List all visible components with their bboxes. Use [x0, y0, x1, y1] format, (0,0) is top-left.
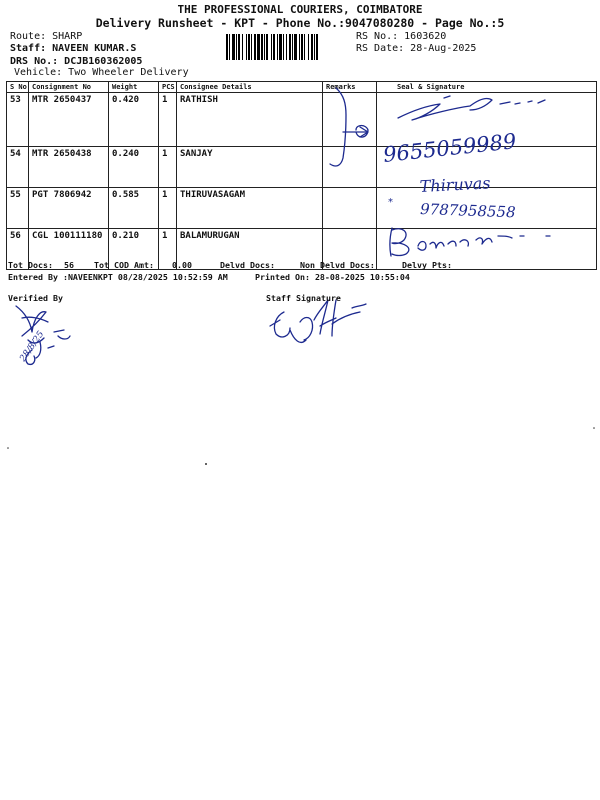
row-sno: 55 — [7, 188, 29, 229]
verified-by-label: Verified By — [8, 293, 63, 303]
row-weight: 0.585 — [109, 188, 159, 229]
handwritten-signature-53 — [398, 96, 545, 120]
handwritten-name-55: Thiruvas — [419, 173, 491, 196]
row-weight: 0.420 — [109, 93, 159, 147]
delvd-docs-label: Delvd Docs: — [220, 260, 275, 270]
row-consignee: RATHISH — [177, 93, 323, 147]
staff-signature-scribble — [270, 300, 366, 342]
row-sno: 53 — [7, 93, 29, 147]
row-pcs: 1 — [159, 229, 177, 270]
asterisk-mark: * — [388, 197, 393, 208]
non-delvd-docs-label: Non Delvd Docs: — [300, 260, 375, 270]
col-header-consignee: Consignee Details — [177, 82, 323, 93]
stray-dot — [593, 427, 595, 429]
staff-signature-label: Staff Signature — [266, 293, 341, 303]
stray-dot — [205, 463, 207, 465]
handwritten-date-note: 28/8/25 — [18, 329, 47, 364]
remarks-bracket-mark — [330, 88, 368, 166]
drs-number: DRS No.: DCJB160362005 — [10, 56, 143, 67]
stray-dot — [7, 447, 9, 449]
col-header-pcs: PCS — [159, 82, 177, 93]
runsheet-title: Delivery Runsheet - KPT - Phone No.:9047080280 - Page No.:5 — [95, 16, 505, 30]
col-header-remarks: Remarks — [323, 82, 377, 93]
row-consignee: THIRUVASAGAM — [177, 188, 323, 229]
row-consignment: MTR 2650438 — [29, 147, 109, 188]
handwritten-signature-56 — [390, 228, 550, 256]
row-consignment: CGL 100111180 — [29, 229, 109, 270]
vehicle-label: Vehicle: Two Wheeler Delivery — [14, 67, 189, 78]
row-pcs: 1 — [159, 188, 177, 229]
row-weight: 0.210 — [109, 229, 159, 270]
col-header-weight: Weight — [109, 82, 159, 93]
entered-by: Entered By :NAVEENKPT 08/28/2025 10:52:59 AM — [8, 272, 228, 282]
cod-label: Tot COD Amt: — [94, 260, 154, 270]
col-header-sno: S No — [7, 82, 29, 93]
company-title: THE PROFESSIONAL COURIERS, COIMBATORE — [177, 3, 423, 16]
staff-label: Staff: NAVEEN KUMAR.S — [10, 43, 137, 54]
tot-docs-label: Tot Docs: — [8, 260, 53, 270]
cod-value: 0.00 — [172, 260, 192, 270]
printed-on: Printed On: 28-08-2025 10:55:04 — [255, 272, 410, 282]
row-pcs: 1 — [159, 147, 177, 188]
rs-number: RS No.: 1603620 — [356, 31, 447, 42]
col-header-signature: Seal & Signature — [377, 82, 597, 93]
row-consignment: MTR 2650437 — [29, 93, 109, 147]
delvy-pts-label: Delvy Pts: — [402, 260, 452, 270]
tot-docs-value: 56 — [64, 260, 74, 270]
col-header-consignment: Consignment No — [29, 82, 109, 93]
rs-date: RS Date: 28-Aug-2025 — [356, 43, 477, 54]
row-pcs: 1 — [159, 93, 177, 147]
row-consignment: PGT 7806942 — [29, 188, 109, 229]
row-consignee: SANJAY — [177, 147, 323, 188]
row-weight: 0.240 — [109, 147, 159, 188]
row-sno: 56 — [7, 229, 29, 270]
handwritten-phone-53: 9655059989 — [382, 129, 518, 167]
row-sno: 54 — [7, 147, 29, 188]
row-consignee: BALAMURUGAN — [177, 229, 323, 270]
handwritten-phone-55: 9787958558 — [419, 200, 516, 222]
route-label: Route: SHARP — [10, 31, 83, 42]
